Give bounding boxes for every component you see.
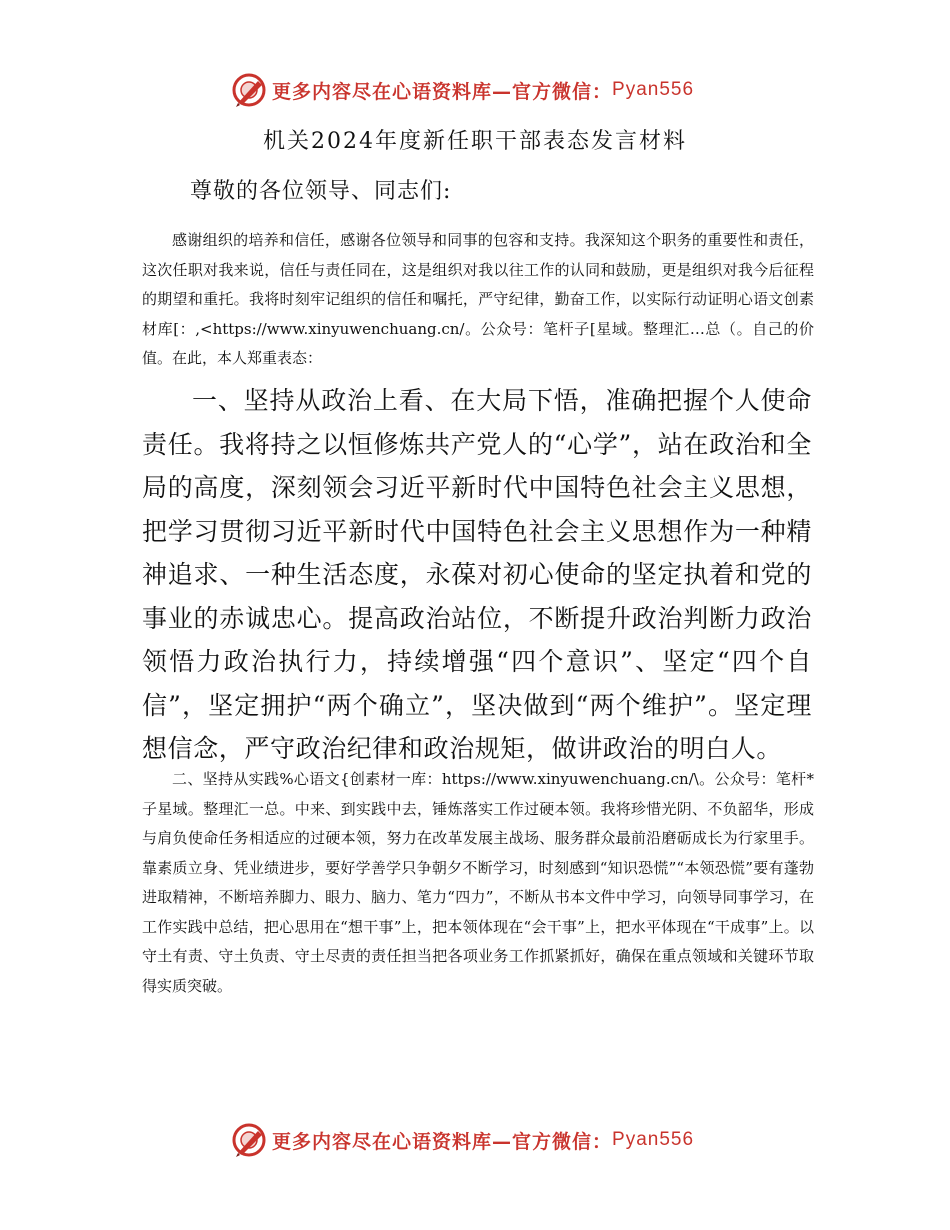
- banner-text: 更多内容尽在心语资料库—官方微信：: [272, 80, 613, 103]
- paragraph-section-one: 一、坚持从政治上看、在大局下悟，准确把握个人使命责任。我将持之以恒修炼共产党人的“心学”，站在政治和全局的高度，深刻领会习近平新时代中国特色社会主义思想，把学习贯彻习近平新时代中国特色社会主义思想作为一种精神追求、一种生活态度，永葆对初心使命的坚定执着和党的事业的赤诚忠心。提高政治站位，不断提升政治判断力政治领悟力政治执行力，持续增强“四个意识”、坚定“四个自信”，坚定拥护“两个确立”，坚决做到“两个维护”。坚定理想信念，严守政治纪律和政治规矩，做讲政治的明白人。: [142, 386, 812, 763]
- document-title: 机关2024年度新任职干部表态发言材料: [263, 129, 687, 154]
- paragraph-intro: 感谢组织的培养和信任，感谢各位领导和同事的包容和支持。我深知这个职务的重要性和责任，这次任职对我来说，信任与责任同在，这是组织对我以往工作的认同和鼓励，更是组织对我今后征程的期望和重托。我将时刻牢记组织的信任和嘱托，严守纪律，勤奋工作，以实际行动证明心语文创素材库[：,<https://www.xinyuwenchuang.cn/。公众号：笔杆子[星域。整理汇…总（。自己的价值。在此，本人郑重表态：: [142, 231, 814, 367]
- banner-wechat-id: Pyan556: [612, 1129, 695, 1150]
- banner-wechat-id: Pyan556: [612, 79, 695, 100]
- footer-watermark-banner: [232, 1120, 712, 1160]
- salutation: 尊敬的各位领导、同志们:: [190, 179, 452, 204]
- pen-logo-icon: [232, 73, 266, 107]
- paragraph-section-two: 二、坚持从实践%心语文{创素材一库：https://www.xinyuwenchuang.cn/\。公众号：笔杆*子星域。整理汇一总。中来、到实践中去，锤炼落实工作过硬本领。我将珍惜光阴、不负韶华，形成与肩负使命任务相适应的过硬本领，努力在改革发展主战场、服务群众最前沿磨砺成长为行家里手。靠素质立身、凭业绩进步，要好学善学只争朝夕不断学习，时刻感到“知识恐慌”“本领恐慌”要有蓬勃进取精神，不断培养脚力、眼力、脑力、笔力“四力”，不断从书本文件中学习，向领导同事学习，在工作实践中总结，把心思用在“想干事”上，把本领体现在“会干事”上，把水平体现在“干成事”上。以守土有责、守土负责、守土尽责的责任担当把各项业务工作抓紧抓好，确保在重点领域和关键环节取得实质突破。: [142, 770, 814, 995]
- banner-text: 更多内容尽在心语资料库—官方微信：: [272, 1130, 613, 1153]
- header-watermark-banner: [232, 70, 712, 110]
- pen-logo-icon: [232, 1123, 266, 1157]
